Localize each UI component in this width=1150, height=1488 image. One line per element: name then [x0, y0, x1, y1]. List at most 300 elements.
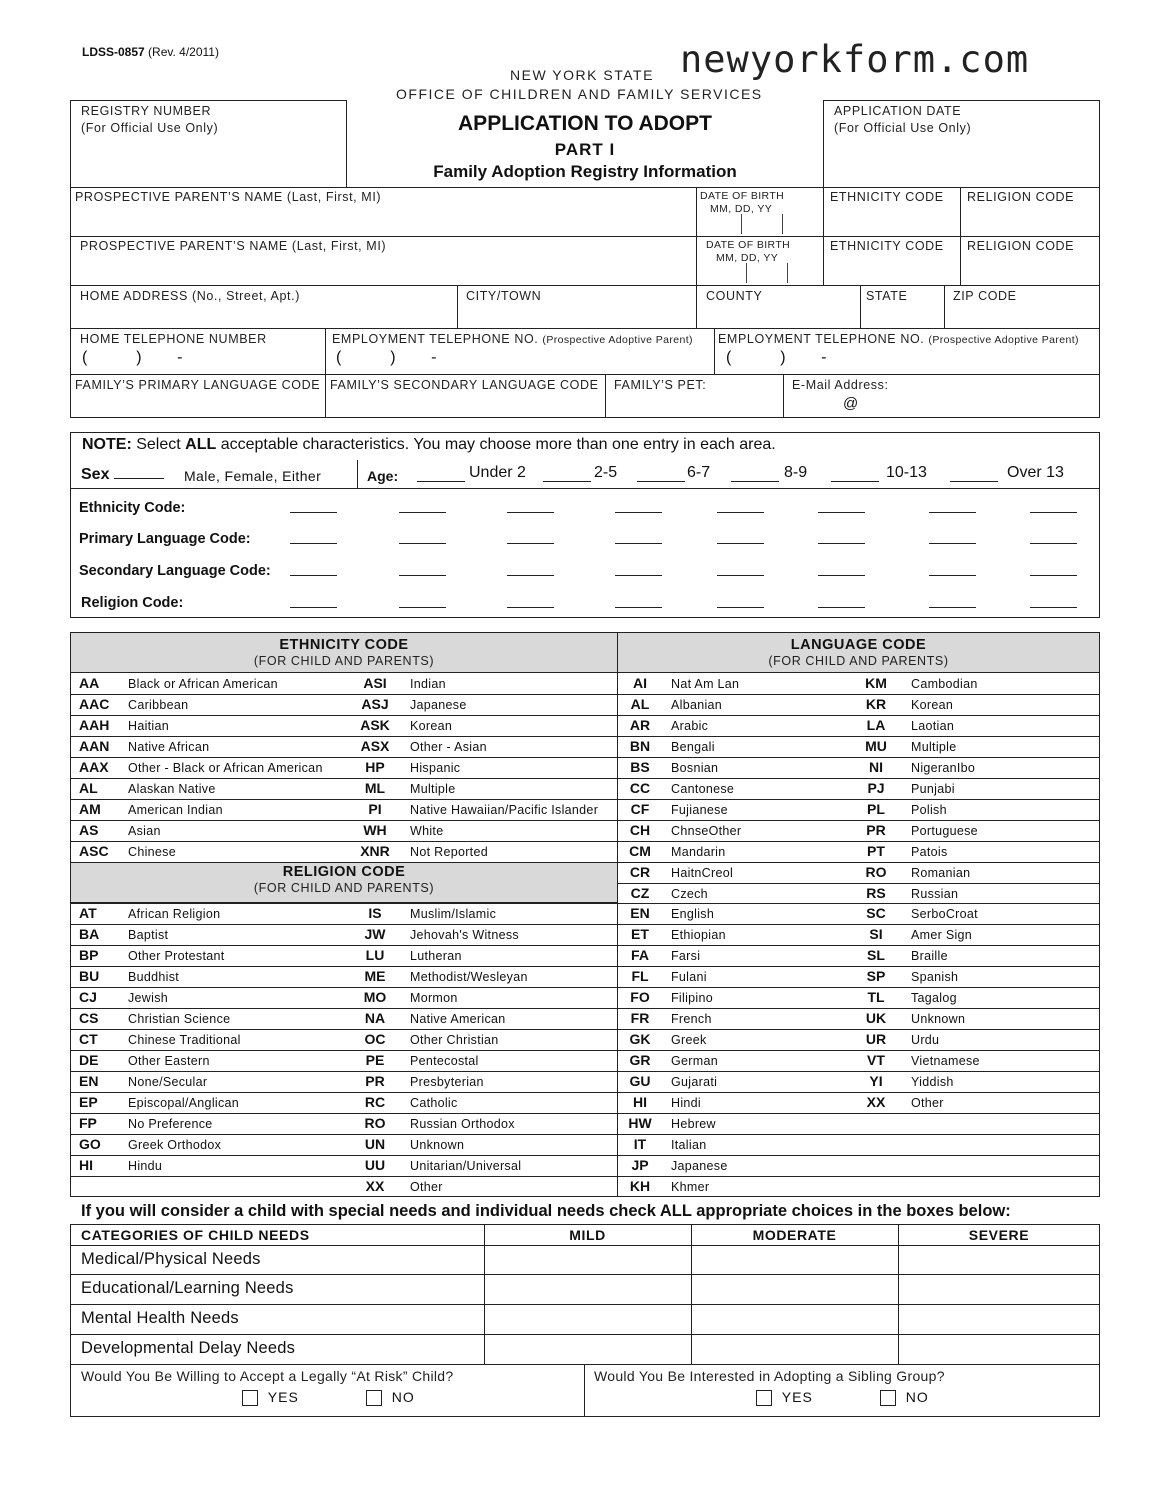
row-line	[70, 924, 617, 925]
code-description: Hispanic	[410, 761, 461, 775]
need-mild-cell[interactable]	[486, 1246, 690, 1274]
age-blank-4[interactable]	[731, 481, 779, 482]
code-description: Russian	[911, 887, 959, 901]
code-row-label: Religion Code:	[81, 595, 184, 611]
parent2-religion-field[interactable]	[963, 256, 1097, 284]
code-value: SI	[869, 926, 883, 942]
need-mild-cell[interactable]	[486, 1335, 690, 1363]
row-line	[70, 945, 617, 946]
code-value: XX	[365, 1178, 385, 1194]
code-description: Ethiopian	[671, 928, 726, 942]
code-value: PE	[365, 1052, 385, 1068]
code-value: KH	[629, 1178, 651, 1194]
code-row-blank[interactable]	[1030, 512, 1077, 513]
emp-phone2-field[interactable]: ( ) -	[726, 349, 827, 366]
code-description: Urdu	[911, 1033, 940, 1047]
form-subtitle: Family Adoption Registry Information	[433, 162, 737, 181]
code-description: Other - Black or African American	[128, 761, 323, 775]
parent2-dob-label: DATE OF BIRTH	[706, 239, 791, 251]
county-field[interactable]	[699, 305, 858, 327]
state-label: STATE	[866, 289, 908, 303]
code-value: NA	[364, 1010, 386, 1026]
code-description: Other Protestant	[128, 949, 225, 963]
code-value: GK	[629, 1031, 651, 1047]
code-description: Fulani	[671, 970, 707, 984]
code-description: Episcopal/Anglican	[128, 1096, 240, 1110]
code-description: Multiple	[410, 782, 456, 796]
code-row-blank[interactable]	[1030, 607, 1077, 608]
code-row-blank[interactable]	[507, 543, 554, 544]
code-row-blank[interactable]	[818, 607, 865, 608]
code-row-blank[interactable]	[399, 575, 446, 576]
need-severe-cell[interactable]	[900, 1275, 1098, 1303]
home-phone-field[interactable]: ( ) -	[82, 349, 183, 366]
need-category: Mental Health Needs	[81, 1309, 239, 1327]
code-row-blank[interactable]	[929, 512, 976, 513]
code-description: Christian Science	[128, 1012, 231, 1026]
need-severe-cell[interactable]	[900, 1335, 1098, 1363]
family-pet-label: FAMILY’S PET:	[614, 378, 707, 392]
code-value: BP	[79, 947, 99, 963]
code-value: CC	[629, 780, 651, 796]
need-category: Educational/Learning Needs	[81, 1279, 294, 1297]
email-label: E-Mail Address:	[792, 378, 889, 392]
code-description: Pentecostal	[410, 1054, 479, 1068]
code-value: AAX	[79, 759, 109, 775]
code-value: GU	[629, 1073, 651, 1089]
code-row-blank[interactable]	[290, 575, 337, 576]
code-value: ME	[364, 968, 386, 984]
code-row-blank[interactable]	[399, 607, 446, 608]
code-value: CR	[629, 864, 651, 880]
row-line	[617, 799, 1100, 800]
code-value: UU	[364, 1157, 386, 1173]
code-value: AI	[633, 675, 647, 691]
age-blank-3[interactable]	[637, 481, 685, 482]
code-row-blank[interactable]	[717, 543, 764, 544]
code-value: MO	[363, 989, 387, 1005]
code-description: Hebrew	[671, 1117, 716, 1131]
need-severe-cell[interactable]	[900, 1246, 1098, 1274]
parent2-dob-field[interactable]	[698, 263, 820, 283]
code-value: JW	[364, 926, 386, 942]
col-moderate: MODERATE	[752, 1227, 837, 1243]
code-value: LA	[866, 717, 886, 733]
need-moderate-cell[interactable]	[693, 1335, 897, 1363]
age-option-label: 2-5	[594, 464, 618, 481]
code-value: CT	[79, 1031, 98, 1047]
code-row-blank[interactable]	[818, 543, 865, 544]
row-line	[617, 862, 1100, 863]
code-description: Gujarati	[671, 1075, 718, 1089]
age-option-label: Under 2	[469, 464, 526, 481]
code-description: Presbyterian	[410, 1075, 484, 1089]
code-value: AM	[79, 801, 101, 817]
code-row-blank[interactable]	[615, 575, 662, 576]
code-value: AA	[79, 675, 100, 691]
language-title: LANGUAGE CODE	[790, 637, 927, 653]
home-address-label: HOME ADDRESS (No., Street, Apt.)	[80, 289, 300, 303]
need-moderate-cell[interactable]	[693, 1246, 897, 1274]
sex-blank[interactable]	[114, 478, 164, 479]
code-value: BS	[630, 759, 650, 775]
age-blank-5[interactable]	[831, 481, 879, 482]
row-line	[617, 715, 1100, 716]
code-row-blank[interactable]	[1030, 575, 1077, 576]
code-row-blank[interactable]	[929, 575, 976, 576]
code-row-blank[interactable]	[290, 607, 337, 608]
code-row-blank[interactable]	[290, 512, 337, 513]
home-address-field[interactable]	[74, 305, 454, 327]
code-description: Braille	[911, 949, 948, 963]
code-value: HI	[79, 1157, 93, 1173]
row-line	[617, 1134, 1100, 1135]
parent1-religion-field[interactable]	[963, 206, 1097, 234]
code-value: BN	[629, 738, 651, 754]
code-description: Unknown	[410, 1138, 465, 1152]
code-description: French	[671, 1012, 712, 1026]
emp-phone1-field[interactable]: ( ) -	[336, 349, 437, 366]
code-value: BU	[79, 968, 100, 984]
code-row-blank[interactable]	[929, 543, 976, 544]
code-description: Bengali	[671, 740, 715, 754]
need-mild-cell[interactable]	[486, 1275, 690, 1303]
code-description: Unitarian/Universal	[410, 1159, 522, 1173]
code-value: GO	[79, 1136, 101, 1152]
code-row-blank[interactable]	[507, 575, 554, 576]
parent2-ethnicity-field[interactable]	[826, 256, 958, 284]
code-value: ML	[364, 780, 386, 796]
code-description: Buddhist	[128, 970, 180, 984]
code-description: Asian	[128, 824, 161, 838]
code-description: Greek	[671, 1033, 707, 1047]
code-value: UR	[865, 1031, 887, 1047]
row-line	[617, 1050, 1100, 1051]
code-value: MU	[865, 738, 887, 754]
code-description: Hindu	[128, 1159, 163, 1173]
code-description: Multiple	[911, 740, 957, 754]
age-option-label: Over 13	[1007, 464, 1064, 481]
code-value: KR	[865, 696, 887, 712]
emp-phone1-label: EMPLOYMENT TELEPHONE NO. (Prospective Adoptive Parent)	[332, 332, 693, 346]
sex-selection	[81, 466, 164, 484]
code-row-blank[interactable]	[507, 512, 554, 513]
parent1-dob-parts: MM, DD, YY	[710, 203, 773, 215]
at-risk-yes[interactable]: YES	[242, 1389, 299, 1406]
characteristics-box	[70, 432, 1100, 618]
email-field[interactable]	[786, 394, 1097, 416]
code-value: HI	[633, 1094, 647, 1110]
code-value: EN	[630, 905, 650, 921]
code-value: CH	[629, 822, 651, 838]
code-value: XX	[866, 1094, 886, 1110]
code-description: American Indian	[128, 803, 223, 817]
code-value: BA	[79, 926, 100, 942]
religion-title: RELIGION CODE	[282, 864, 406, 880]
code-value: CJ	[79, 989, 97, 1005]
code-row-blank[interactable]	[818, 512, 865, 513]
parent2-dob-parts: MM, DD, YY	[716, 252, 779, 264]
row-line	[70, 820, 617, 821]
code-description: Methodist/Wesleyan	[410, 970, 528, 984]
code-description: Cambodian	[911, 677, 978, 691]
code-value: FO	[630, 989, 650, 1005]
code-value: AL	[79, 780, 98, 796]
sibling-no[interactable]: NO	[880, 1389, 929, 1406]
code-description: SerboCroat	[911, 907, 978, 921]
code-value: PI	[368, 801, 382, 817]
code-value: UK	[865, 1010, 887, 1026]
row-line	[617, 1113, 1100, 1114]
row-line	[617, 694, 1100, 695]
language-header	[618, 633, 1099, 673]
code-description: None/Secular	[128, 1075, 208, 1089]
code-value: GR	[629, 1052, 651, 1068]
code-description: Japanese	[671, 1159, 728, 1173]
code-description: Other Eastern	[128, 1054, 210, 1068]
code-description: Lutheran	[410, 949, 462, 963]
row-line	[70, 1050, 617, 1051]
family-pet-field[interactable]	[608, 394, 780, 416]
sex-label: Sex	[81, 466, 110, 483]
watermark: newyorkform.com	[680, 38, 1030, 81]
parent2-ethnicity-label: ETHNICITY CODE	[830, 239, 944, 253]
parent2-name-label: PROSPECTIVE PARENT’S NAME (Last, First, MI)	[80, 239, 387, 253]
code-description: Amer Sign	[911, 928, 973, 942]
note-text: NOTE: Select ALL acceptable characteristics. You may choose more than one entry in each area.	[82, 436, 776, 453]
code-row-blank[interactable]	[717, 575, 764, 576]
need-moderate-cell[interactable]	[693, 1275, 897, 1303]
need-mild-cell[interactable]	[486, 1305, 690, 1333]
state-field[interactable]	[863, 305, 942, 327]
code-value: LU	[365, 947, 385, 963]
code-description: Italian	[671, 1138, 707, 1152]
ethnicity-sub: (FOR CHILD AND PARENTS)	[253, 654, 435, 668]
code-row-label: Primary Language Code:	[79, 531, 251, 547]
code-description: Muslim/Islamic	[410, 907, 497, 921]
row-line	[70, 1008, 617, 1009]
code-description: Patois	[911, 845, 948, 859]
code-row-blank[interactable]	[717, 607, 764, 608]
parent2-name-field[interactable]	[74, 256, 694, 284]
code-row-blank[interactable]	[507, 607, 554, 608]
city-label: CITY/TOWN	[466, 289, 542, 303]
code-description: Romanian	[911, 866, 971, 880]
age-blank-6[interactable]	[950, 481, 998, 482]
code-value: AS	[79, 822, 99, 838]
age-blank-2[interactable]	[543, 481, 591, 482]
row-line	[70, 1071, 617, 1072]
code-description: Laotian	[911, 719, 955, 733]
code-row-blank[interactable]	[290, 543, 337, 544]
code-description: Czech	[671, 887, 708, 901]
code-description: Yiddish	[911, 1075, 954, 1089]
code-row-blank[interactable]	[1030, 543, 1077, 544]
code-value: ASX	[360, 738, 390, 754]
code-description: Alaskan Native	[128, 782, 216, 796]
code-description: White	[410, 824, 444, 838]
code-value: PJ	[867, 780, 885, 796]
code-value: NI	[869, 759, 883, 775]
secondary-language-field[interactable]	[328, 394, 602, 416]
parent1-dob-field[interactable]	[698, 214, 820, 234]
sibling-yes-checkbox[interactable]	[756, 1390, 772, 1406]
code-row-blank[interactable]	[399, 543, 446, 544]
code-description: Tagalog	[911, 991, 957, 1005]
form-title: APPLICATION TO ADOPT	[458, 112, 712, 135]
application-date-box[interactable]	[823, 100, 1100, 188]
code-value: ET	[631, 926, 649, 942]
need-category: Medical/Physical Needs	[81, 1250, 261, 1268]
row-line	[70, 778, 617, 779]
primary-language-field[interactable]	[74, 394, 322, 416]
row-line	[70, 902, 617, 903]
zip-field[interactable]	[947, 305, 1097, 327]
row-line	[617, 945, 1100, 946]
code-value: PR	[866, 822, 886, 838]
code-value: PT	[867, 843, 885, 859]
county-label: COUNTY	[706, 289, 763, 303]
code-description: Korean	[911, 698, 954, 712]
code-value: JP	[631, 1157, 649, 1173]
code-row-blank[interactable]	[615, 512, 662, 513]
at-risk-yes-checkbox[interactable]	[242, 1390, 258, 1406]
code-value: EN	[79, 1073, 99, 1089]
code-description: Arabic	[671, 719, 709, 733]
code-value: ASJ	[361, 696, 389, 712]
code-value: CS	[79, 1010, 99, 1026]
row-line	[617, 1008, 1100, 1009]
code-description: Mandarin	[671, 845, 726, 859]
code-value: PR	[365, 1073, 385, 1089]
row-line	[70, 715, 617, 716]
code-description: Nat Am Lan	[671, 677, 740, 691]
registry-number-box[interactable]	[70, 100, 347, 188]
code-row-blank[interactable]	[615, 543, 662, 544]
code-description: No Preference	[128, 1117, 213, 1131]
parent1-ethnicity-label: ETHNICITY CODE	[830, 190, 944, 204]
email-at-sign: @	[843, 395, 859, 412]
need-severe-cell[interactable]	[900, 1305, 1098, 1333]
registry-number-sub: (For Official Use Only)	[81, 121, 219, 135]
age-blank-1[interactable]	[417, 481, 465, 482]
sex-options: Male, Female, Either	[184, 468, 322, 484]
sibling-yes[interactable]: YES	[756, 1389, 813, 1406]
code-value: CF	[630, 801, 650, 817]
code-row-label: Secondary Language Code:	[79, 563, 271, 579]
code-value: AAN	[79, 738, 110, 754]
parent1-name-field[interactable]	[74, 206, 694, 234]
code-row-blank[interactable]	[615, 607, 662, 608]
age-option-label: 6-7	[687, 464, 711, 481]
row-line	[617, 820, 1100, 821]
row-line	[70, 799, 617, 800]
row-line	[617, 1176, 1100, 1177]
code-row-blank[interactable]	[818, 575, 865, 576]
code-value: CM	[629, 843, 651, 859]
row-line	[617, 966, 1100, 967]
code-row-blank[interactable]	[717, 512, 764, 513]
sibling-no-checkbox[interactable]	[880, 1390, 896, 1406]
sibling-question: Would You Be Interested in Adopting a Sibling Group?	[594, 1368, 945, 1384]
code-row-blank[interactable]	[399, 512, 446, 513]
code-value: FA	[631, 947, 649, 963]
code-value: YI	[869, 1073, 883, 1089]
code-description: Other Christian	[410, 1033, 499, 1047]
at-risk-no-checkbox[interactable]	[366, 1390, 382, 1406]
code-description: African Religion	[128, 907, 221, 921]
age-label: Age:	[367, 468, 399, 484]
code-description: Hindi	[671, 1096, 701, 1110]
city-field[interactable]	[460, 305, 694, 327]
row-line	[70, 903, 617, 904]
code-description: Khmer	[671, 1180, 710, 1194]
code-value: HW	[628, 1115, 652, 1131]
row-line	[617, 1155, 1100, 1156]
parent1-ethnicity-field[interactable]	[826, 206, 958, 234]
code-value: RC	[364, 1094, 386, 1110]
home-phone-label: HOME TELEPHONE NUMBER	[80, 332, 267, 346]
parent2-religion-label: RELIGION CODE	[967, 239, 1075, 253]
application-date-label: APPLICATION DATE	[834, 104, 962, 118]
code-description: Mormon	[410, 991, 458, 1005]
row-line	[70, 1113, 617, 1114]
code-description: Portuguese	[911, 824, 978, 838]
code-value: VT	[867, 1052, 885, 1068]
code-value: RO	[364, 1115, 386, 1131]
religion-header	[71, 862, 617, 902]
ethnicity-title: ETHNICITY CODE	[279, 637, 409, 653]
need-moderate-cell[interactable]	[693, 1305, 897, 1333]
code-description: German	[671, 1054, 718, 1068]
row-line	[70, 966, 617, 967]
code-value: HP	[365, 759, 385, 775]
emp-phone2-label: EMPLOYMENT TELEPHONE NO. (Prospective Adoptive Parent)	[718, 332, 1079, 346]
code-description: HaitnCreol	[671, 866, 734, 880]
code-value: FR	[630, 1010, 650, 1026]
at-risk-no[interactable]: NO	[366, 1389, 415, 1406]
row-line	[617, 1092, 1100, 1093]
code-value: SC	[866, 905, 886, 921]
row-line	[617, 841, 1100, 842]
row-line	[70, 1029, 617, 1030]
code-description: Chinese Traditional	[128, 1033, 241, 1047]
language-sub: (FOR CHILD AND PARENTS)	[768, 654, 949, 668]
code-row-blank[interactable]	[929, 607, 976, 608]
code-description: Jewish	[128, 991, 169, 1005]
code-description: Albanian	[671, 698, 723, 712]
code-value: ASC	[79, 843, 109, 859]
code-description: Native American	[410, 1012, 506, 1026]
code-description: Other	[911, 1096, 944, 1110]
code-value: EP	[79, 1094, 98, 1110]
code-value: ASK	[360, 717, 390, 733]
code-description: Vietnamese	[911, 1054, 980, 1068]
form-part: PART I	[554, 140, 616, 159]
code-value: AR	[629, 717, 651, 733]
code-description: ChnseOther	[671, 824, 742, 838]
application-date-sub: (For Official Use Only)	[834, 121, 972, 135]
row-line	[617, 1071, 1100, 1072]
code-description: Chinese	[128, 845, 176, 859]
code-description: Baptist	[128, 928, 169, 942]
at-risk-question: Would You Be Willing to Accept a Legally “At Risk” Child?	[81, 1368, 454, 1384]
primary-language-label: FAMILY’S PRIMARY LANGUAGE CODE	[75, 378, 321, 392]
parent1-name-label: PROSPECTIVE PARENT’S NAME (Last, First, MI)	[75, 190, 382, 204]
row-line	[70, 862, 617, 863]
registry-number-label: REGISTRY NUMBER	[81, 104, 212, 118]
code-value: DE	[79, 1052, 99, 1068]
